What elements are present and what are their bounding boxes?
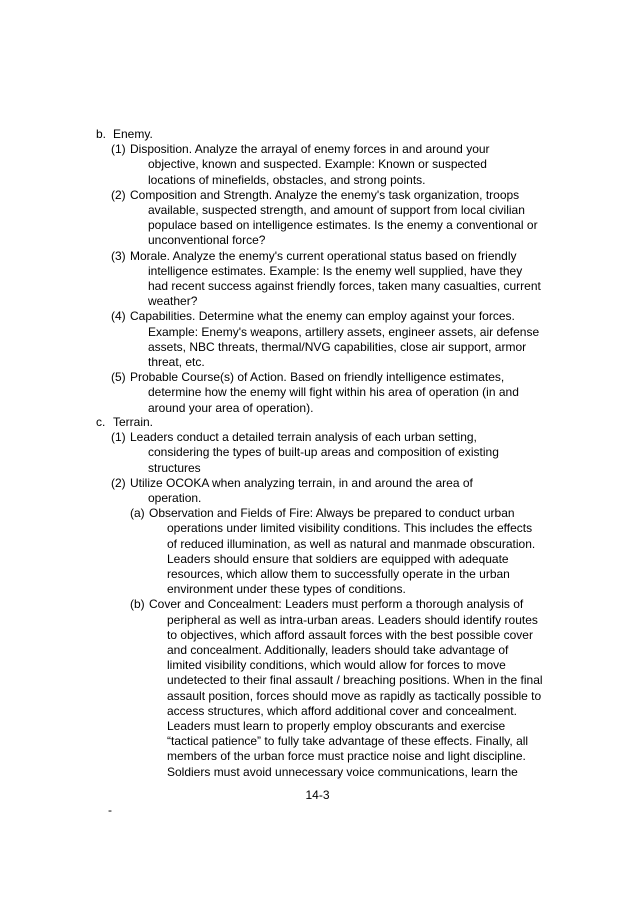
- item-number: (1): [111, 430, 126, 445]
- item-number: (1): [111, 142, 126, 157]
- subitem: [96, 597, 556, 779]
- item-text-line: Composition and Strength. Analyze the enemy's task organization, troops: [130, 187, 520, 202]
- subitem: [96, 506, 556, 597]
- item-text-line: Leaders conduct a detailed terrain analysis of each urban setting,: [130, 430, 477, 445]
- item-text-line: resources, which allow them to successfully operate in the urban: [167, 567, 510, 582]
- item-text-line: populace based on intelligence estimates. Is the enemy a conventional or: [148, 218, 538, 233]
- item-text-line: Capabilities. Determine what the enemy can employ against your forces.: [130, 309, 515, 324]
- list-item: [96, 249, 556, 310]
- item-number: (3): [111, 248, 126, 263]
- page-number: 14-3: [305, 788, 330, 802]
- item-text-line: Probable Course(s) of Action. Based on friendly intelligence estimates,: [130, 370, 505, 385]
- item-text-line: Utilize OCOKA when analyzing terrain, in and around the area of: [130, 475, 473, 490]
- section-title: Terrain.: [113, 415, 154, 429]
- enemy-item-list: [96, 142, 556, 416]
- item-text-line: weather?: [148, 294, 198, 309]
- item-text-line: threat, etc.: [148, 355, 205, 370]
- footer-mark: -: [108, 803, 112, 817]
- item-text-line: assets, NBC threats, thermal/NVG capabilities, close air support, armor: [148, 339, 527, 354]
- list-item: [96, 188, 556, 249]
- list-item: [96, 309, 556, 370]
- item-text-line: peripheral as well as intra-urban areas. Leaders should identify routes: [167, 612, 538, 627]
- item-text-line: around your area of operation).: [148, 400, 314, 415]
- section-enemy: [96, 127, 556, 416]
- item-text-line: unconventional force?: [148, 233, 266, 248]
- item-text-line: Observation and Fields of Fire: Always be prepared to conduct urban: [149, 506, 515, 521]
- item-number: (4): [111, 309, 126, 324]
- item-text-line: Morale. Analyze the enemy's current operational status based on friendly: [130, 248, 517, 263]
- item-text-line: Cover and Concealment: Leaders must perform a thorough analysis of: [149, 597, 524, 612]
- item-text-line: determine how the enemy will fight within his area of operation (in and: [148, 385, 519, 400]
- item-text-line: environment under these types of conditions.: [167, 582, 406, 597]
- item-text-line: of reduced illumination, as well as natural and manmade obscuration.: [167, 536, 536, 551]
- item-text-line: Disposition. Analyze the arrayal of enemy forces in and around your: [130, 142, 490, 157]
- terrain-subitem-list: [96, 506, 556, 780]
- list-item: [96, 430, 556, 476]
- section-letter: b.: [96, 127, 107, 141]
- item-text-line: limited visibility conditions, which would allow for forces to move: [167, 658, 506, 673]
- section-letter: c.: [96, 415, 106, 429]
- item-text-line: operations under limited visibility conditions. This includes the effects: [167, 521, 533, 536]
- item-text-line: Leaders should ensure that soldiers are equipped with adequate: [167, 551, 509, 566]
- item-text-line: access structures, which afford additional cover and concealment.: [167, 703, 517, 718]
- item-text-line: Leaders must learn to properly employ obscurants and exercise: [167, 719, 506, 734]
- item-text-line: Soldiers must avoid unnecessary voice communications, learn the: [167, 764, 518, 779]
- section-heading: [96, 127, 556, 142]
- item-text-line: intelligence estimates. Example: Is the enemy well supplied, have they: [148, 263, 523, 278]
- section-heading: [96, 415, 556, 430]
- item-text-line: considering the types of built-up areas and composition of existing: [148, 445, 499, 460]
- item-number: (2): [111, 187, 126, 202]
- section-title: Enemy.: [113, 127, 153, 141]
- item-text-line: had recent success against friendly forces, taken many casualties, current: [148, 279, 541, 294]
- item-text-line: locations of minefields, obstacles, and strong points.: [148, 172, 426, 187]
- item-text-line: operation.: [148, 491, 202, 505]
- list-item: [96, 370, 556, 416]
- item-text-line: undetected to their final assault / breaching positions. When in the final: [167, 673, 543, 688]
- item-number: (b): [130, 597, 145, 612]
- item-number: (5): [111, 370, 126, 385]
- item-text-line: objective, known and suspected. Example: Known or suspected: [148, 157, 487, 172]
- section-terrain: [96, 415, 556, 780]
- item-text-line: available, suspected strength, and amount of support from local civilian: [148, 203, 525, 217]
- item-text-line: structures: [148, 460, 201, 475]
- terrain-item-list: [96, 430, 556, 506]
- item-text-line: and concealment. Additionally, leaders should take advantage of: [167, 643, 509, 658]
- item-text-line: assault position, forces should move as rapidly as tactically possible to: [167, 688, 542, 703]
- item-text-line: members of the urban force must practice noise and light discipline.: [167, 749, 526, 764]
- item-number: (a): [130, 506, 145, 521]
- list-item: [96, 142, 556, 188]
- list-item: [96, 476, 556, 506]
- item-text-line: Example: Enemy's weapons, artillery assets, engineer assets, air defense: [148, 324, 540, 339]
- item-number: (2): [111, 475, 126, 490]
- item-text-line: to objectives, which afford assault forces with the best possible cover: [167, 627, 533, 642]
- item-text-line: “tactical patience” to fully take advantage of these effects. Finally, all: [167, 734, 529, 749]
